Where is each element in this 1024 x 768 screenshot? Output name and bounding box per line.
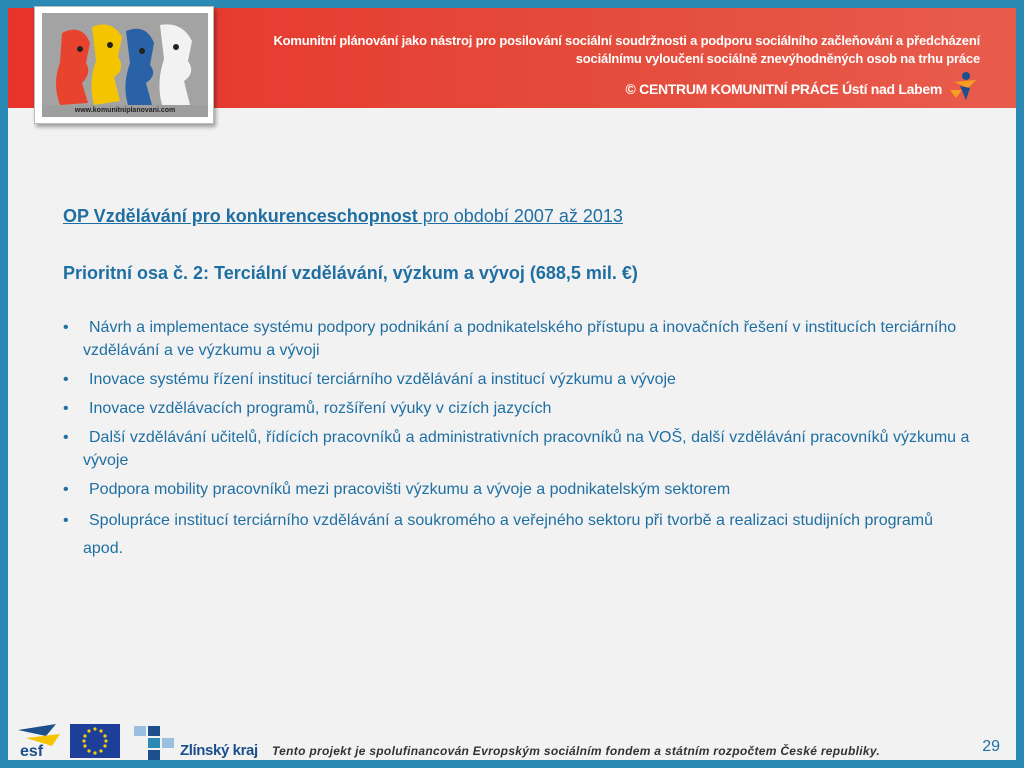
esf-logo-icon — [16, 722, 62, 758]
list-item-text: Návrh a implementace systému podpory podnikání a podnikatelského přístupu a inovačních řešení v institucích terciárního vzdělávání a ve výzkumu a vývoji — [83, 319, 957, 359]
list-item-text: Spolupráce institucí terciárního vzdělávání a soukromého a veřejného sektoru při tvorbě a realizaci studijních programů apod. — [83, 512, 933, 557]
zlin-region-label: Zlínský kraj — [180, 742, 258, 759]
list-item — [63, 426, 973, 472]
komunitni-planovani-logo — [34, 6, 214, 124]
bullet-icon: • — [63, 481, 69, 498]
funding-statement: Tento projekt je spolufinancován Evropským sociálním fondem a státním rozpočtem České republiky. — [272, 744, 881, 758]
header-title-line2: sociálnímu vyloučení sociálně znevýhodněných osob na trhu práce — [575, 51, 980, 66]
bullet-icon: • — [63, 371, 69, 388]
priority-axis-heading: Prioritní osa č. 2: Terciální vzdělávání, výzkum a vývoj (688,5 mil. €) — [63, 263, 638, 283]
op-title[interactable] — [63, 206, 973, 227]
slide — [8, 8, 1016, 760]
bullet-icon: • — [63, 429, 69, 446]
bullet-icon: • — [63, 512, 69, 529]
list-item — [63, 368, 973, 391]
footer — [8, 716, 1016, 760]
list-item-text: Inovace vzdělávacích programů, rozšíření výuky v cizích jazycích — [89, 400, 552, 417]
header-copyright: © CENTRUM KOMUNITNÍ PRÁCE Ústí nad Labem — [625, 81, 942, 97]
content-area — [63, 206, 973, 569]
bullet-icon: • — [63, 400, 69, 417]
bullet-icon: • — [63, 319, 69, 336]
list-item-text: Podpora mobility pracovníků mezi pracovišti výzkumu a vývoje a podnikatelským sektorem — [89, 481, 731, 498]
header-title-line1: Komunitní plánování jako nástroj pro posilování sociální soudržnosti a podporu sociálního začleňování a předcházení — [273, 33, 980, 48]
list-item — [63, 397, 973, 420]
centrum-komunitni-prace-logo-icon — [946, 70, 982, 102]
list-item — [63, 316, 973, 362]
list-item-text: Další vzdělávání učitelů, řídících pracovníků a administrativních pracovníků na VOŠ, další vzdělávání pracovníků výzkumu a vývoje — [83, 429, 970, 469]
header-title — [260, 32, 980, 68]
eu-flag-icon — [70, 724, 120, 758]
logo-faces-icon — [42, 13, 208, 113]
bullet-list — [63, 316, 973, 563]
list-item — [63, 507, 973, 563]
zlin-region-logo-icon — [134, 726, 178, 760]
op-title-bold: OP Vzdělávání pro konkurenceschopnost — [63, 206, 418, 226]
list-item — [63, 478, 973, 501]
esf-label: esf — [20, 743, 44, 758]
page-number: 29 — [982, 738, 1000, 755]
logo-url-text: www.komunitniplanovani.com — [42, 105, 208, 117]
list-item-text: Inovace systému řízení institucí terciárního vzdělávání a institucí výzkumu a vývoje — [89, 371, 676, 388]
op-title-rest: pro období 2007 až 2013 — [417, 206, 623, 226]
